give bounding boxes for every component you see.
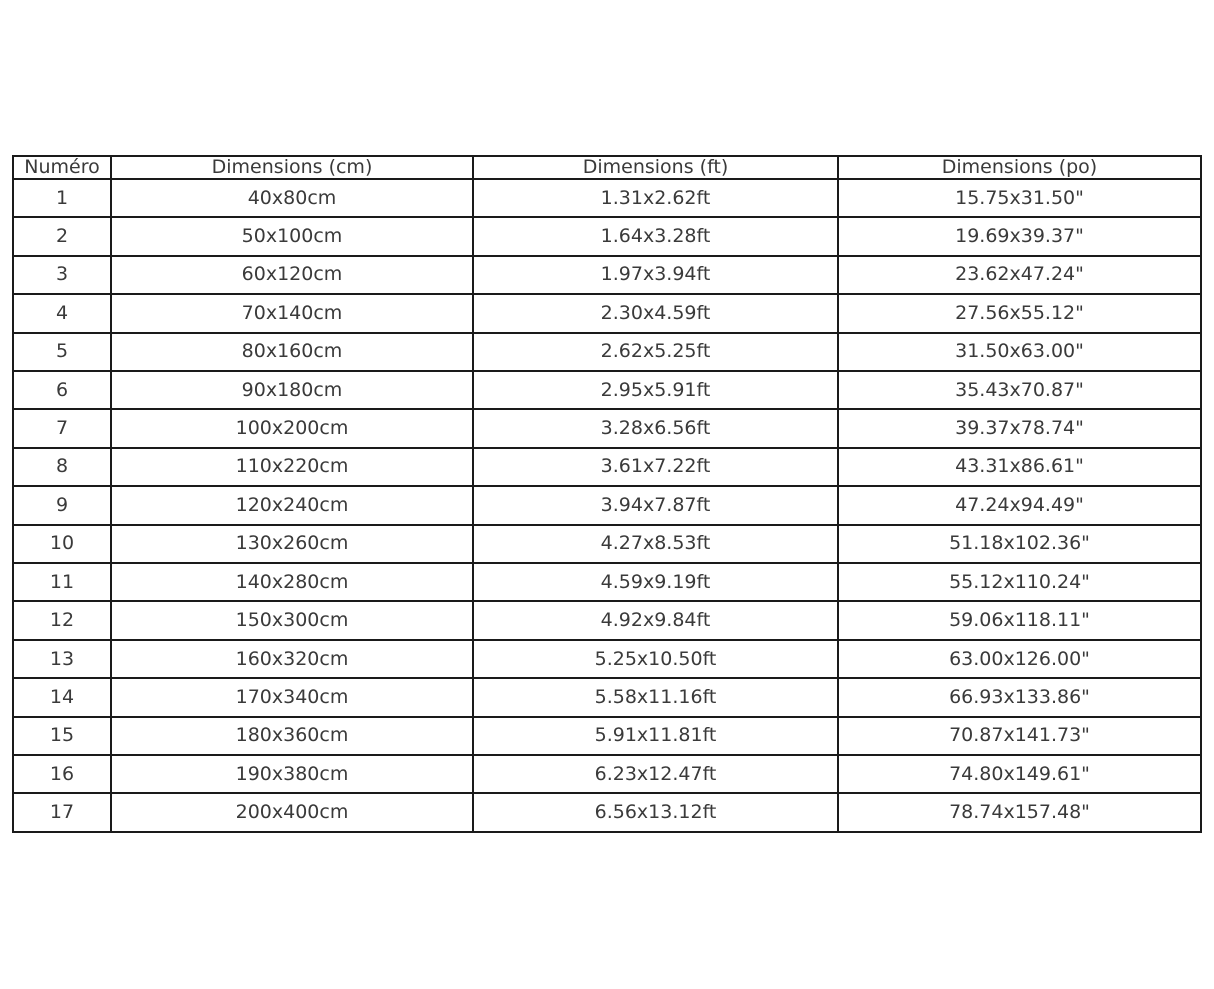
- cell-po: 66.93x133.86": [838, 678, 1201, 716]
- cell-cm: 190x380cm: [111, 755, 473, 793]
- table-row: [13, 525, 1201, 563]
- cell-ft: 6.23x12.47ft: [473, 755, 838, 793]
- table-header-row: [13, 156, 1201, 179]
- cell-cm: 130x260cm: [111, 525, 473, 563]
- cell-po: 47.24x94.49": [838, 486, 1201, 524]
- cell-cm: 120x240cm: [111, 486, 473, 524]
- table-row: [13, 793, 1201, 832]
- cell-cm: 70x140cm: [111, 294, 473, 332]
- table-row: [13, 717, 1201, 755]
- table-row: [13, 563, 1201, 601]
- cell-ft: 2.30x4.59ft: [473, 294, 838, 332]
- cell-cm: 60x120cm: [111, 256, 473, 294]
- cell-numero: 16: [13, 755, 111, 793]
- cell-ft: 3.28x6.56ft: [473, 409, 838, 447]
- cell-po: 19.69x39.37": [838, 217, 1201, 255]
- cell-numero: 13: [13, 640, 111, 678]
- cell-po: 63.00x126.00": [838, 640, 1201, 678]
- cell-cm: 140x280cm: [111, 563, 473, 601]
- cell-cm: 160x320cm: [111, 640, 473, 678]
- cell-numero: 15: [13, 717, 111, 755]
- cell-numero: 11: [13, 563, 111, 601]
- cell-numero: 10: [13, 525, 111, 563]
- table-row: [13, 371, 1201, 409]
- cell-cm: 150x300cm: [111, 601, 473, 639]
- cell-po: 51.18x102.36": [838, 525, 1201, 563]
- cell-ft: 4.27x8.53ft: [473, 525, 838, 563]
- cell-ft: 1.97x3.94ft: [473, 256, 838, 294]
- cell-po: 31.50x63.00": [838, 333, 1201, 371]
- table-row: [13, 217, 1201, 255]
- cell-numero: 3: [13, 256, 111, 294]
- table-row: [13, 448, 1201, 486]
- cell-po: 27.56x55.12": [838, 294, 1201, 332]
- table-row: [13, 333, 1201, 371]
- cell-cm: 90x180cm: [111, 371, 473, 409]
- cell-ft: 4.92x9.84ft: [473, 601, 838, 639]
- table-row: [13, 678, 1201, 716]
- cell-ft: 3.94x7.87ft: [473, 486, 838, 524]
- cell-cm: 200x400cm: [111, 793, 473, 832]
- cell-cm: 170x340cm: [111, 678, 473, 716]
- cell-po: 70.87x141.73": [838, 717, 1201, 755]
- cell-numero: 5: [13, 333, 111, 371]
- cell-po: 74.80x149.61": [838, 755, 1201, 793]
- cell-numero: 17: [13, 793, 111, 832]
- cell-ft: 1.64x3.28ft: [473, 217, 838, 255]
- cell-po: 43.31x86.61": [838, 448, 1201, 486]
- cell-numero: 1: [13, 179, 111, 217]
- cell-cm: 100x200cm: [111, 409, 473, 447]
- cell-ft: 5.58x11.16ft: [473, 678, 838, 716]
- cell-po: 55.12x110.24": [838, 563, 1201, 601]
- table-row: [13, 486, 1201, 524]
- cell-numero: 12: [13, 601, 111, 639]
- cell-po: 23.62x47.24": [838, 256, 1201, 294]
- table-body: [13, 179, 1201, 832]
- dimensions-table: [12, 155, 1202, 833]
- cell-numero: 6: [13, 371, 111, 409]
- table-row: [13, 179, 1201, 217]
- header-dimensions-cm: Dimensions (cm): [111, 156, 473, 179]
- table-row: [13, 256, 1201, 294]
- cell-ft: 5.25x10.50ft: [473, 640, 838, 678]
- cell-numero: 7: [13, 409, 111, 447]
- cell-ft: 5.91x11.81ft: [473, 717, 838, 755]
- cell-ft: 3.61x7.22ft: [473, 448, 838, 486]
- cell-numero: 2: [13, 217, 111, 255]
- cell-ft: 6.56x13.12ft: [473, 793, 838, 832]
- cell-cm: 180x360cm: [111, 717, 473, 755]
- cell-numero: 14: [13, 678, 111, 716]
- cell-numero: 4: [13, 294, 111, 332]
- cell-cm: 40x80cm: [111, 179, 473, 217]
- cell-po: 59.06x118.11": [838, 601, 1201, 639]
- header-numero: Numéro: [13, 156, 111, 179]
- cell-ft: 2.62x5.25ft: [473, 333, 838, 371]
- table-row: [13, 601, 1201, 639]
- cell-cm: 50x100cm: [111, 217, 473, 255]
- cell-numero: 8: [13, 448, 111, 486]
- table-row: [13, 294, 1201, 332]
- cell-cm: 80x160cm: [111, 333, 473, 371]
- cell-ft: 1.31x2.62ft: [473, 179, 838, 217]
- table-row: [13, 640, 1201, 678]
- cell-po: 15.75x31.50": [838, 179, 1201, 217]
- cell-po: 78.74x157.48": [838, 793, 1201, 832]
- cell-ft: 4.59x9.19ft: [473, 563, 838, 601]
- cell-po: 35.43x70.87": [838, 371, 1201, 409]
- cell-numero: 9: [13, 486, 111, 524]
- cell-cm: 110x220cm: [111, 448, 473, 486]
- header-dimensions-ft: Dimensions (ft): [473, 156, 838, 179]
- table-row: [13, 409, 1201, 447]
- cell-po: 39.37x78.74": [838, 409, 1201, 447]
- table-row: [13, 755, 1201, 793]
- cell-ft: 2.95x5.91ft: [473, 371, 838, 409]
- header-dimensions-po: Dimensions (po): [838, 156, 1201, 179]
